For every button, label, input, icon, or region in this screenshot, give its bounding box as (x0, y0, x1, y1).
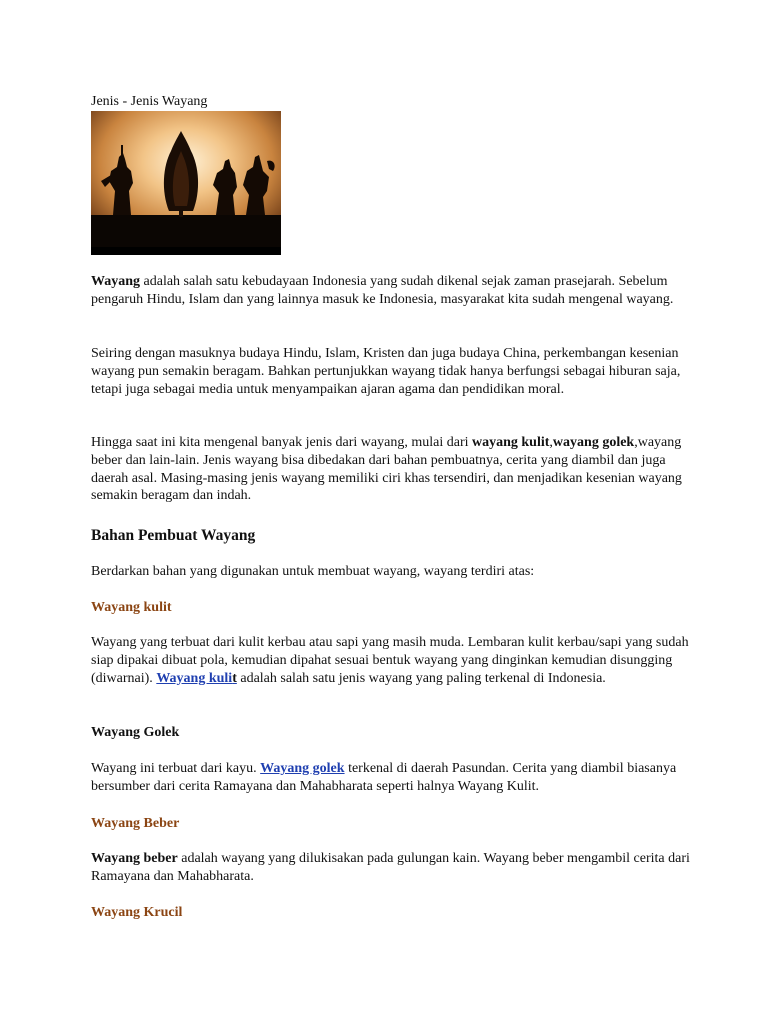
link-wayang-kulit-end: t (232, 670, 237, 686)
subheading-wayang-beber: Wayang Beber (91, 816, 180, 831)
bold-wayang-kulit: wayang kulit (472, 435, 550, 450)
paragraph-wayang-beber (91, 850, 691, 886)
kulit-text-b: adalah salah satu jenis wayang yang paling terkenal di Indonesia. (236, 670, 606, 686)
bold-wayang: Wayang (91, 274, 141, 289)
paragraph-history: Seiring dengan masuknya budaya Hindu, Islam, Kristen dan juga budaya China, perkembangan kesenian wayang pun semakin beragam. Bahkan pertunjukkan wayang tidak hanya berfungsi sebagai hiburan saja, tetapi juga sebagai media untuk menyampaikan ajaran agama dan pendidikan moral. (91, 346, 681, 397)
link-wayang-golek[interactable]: Wayang golek (260, 761, 345, 776)
section-heading-bahan: Bahan Pembuat Wayang (91, 527, 256, 544)
types-text-d: ,wayang beber dan lain-lain. Jenis wayang bisa dibedakan dari bahan pembuatnya, cerita yang diambil dan juga daerah asal. Masing-masing jenis wayang memiliki ciri khas tersendiri, dan menjadikan kesenian wayang semakin beragam dan indah. (91, 435, 682, 504)
link-wayang-kulit-text: Wayang kuli (156, 670, 233, 686)
types-text-a: Hingga saat ini kita mengenal banyak jenis dari wayang, mulai dari (91, 435, 472, 450)
paragraph-wayang-golek (91, 760, 691, 796)
wayang-shadow-puppet-photo (91, 111, 281, 255)
types-comma: , (549, 435, 553, 450)
golek-text-b: terkenal di daerah Pasundan. Cerita yang diambil biasanya bersumber dari cerita Ramayana dan Mahabharata seperti halnya Wayang Kulit. (91, 761, 677, 794)
subheading-wayang-golek: Wayang Golek (91, 725, 180, 740)
subheading-wayang-krucil: Wayang Krucil (91, 905, 183, 920)
paragraph-types (91, 434, 691, 505)
paragraph-wayang-kulit (91, 634, 691, 687)
paragraph-intro (91, 273, 691, 309)
subheading-wayang-kulit: Wayang kulit (91, 600, 172, 615)
bold-wayang-beber: Wayang beber (91, 851, 178, 866)
beber-text: adalah wayang yang dilukisakan pada gulungan kain. Wayang beber mengambil cerita dari Ramayana dan Mahabharata. (91, 851, 690, 884)
document-title: Jenis - Jenis Wayang (91, 94, 208, 109)
intro-text: adalah salah satu kebudayaan Indonesia yang sudah dikenal sejak zaman prasejarah. Sebelum pengaruh Hindu, Islam dan yang lainnya masuk ke Indonesia, masyarakat kita sudah mengenal wayang. (91, 274, 674, 307)
kulit-text-a: Wayang yang terbuat dari kulit kerbau atau sapi yang masih muda. Lembaran kulit kerbau/sapi yang sudah siap dipakai dibuat pola, kemudian dipahat sesuai bentuk wayang yang dinginkan kemudian disungging (diwarnai). (91, 635, 689, 686)
paragraph-materials: Berdarkan bahan yang digunakan untuk membuat wayang, wayang terdiri atas: (91, 564, 535, 579)
bold-wayang-golek: wayang golek (552, 435, 635, 450)
golek-text-a: Wayang ini terbuat dari kayu. (91, 761, 261, 776)
link-wayang-kulit[interactable] (156, 671, 237, 686)
